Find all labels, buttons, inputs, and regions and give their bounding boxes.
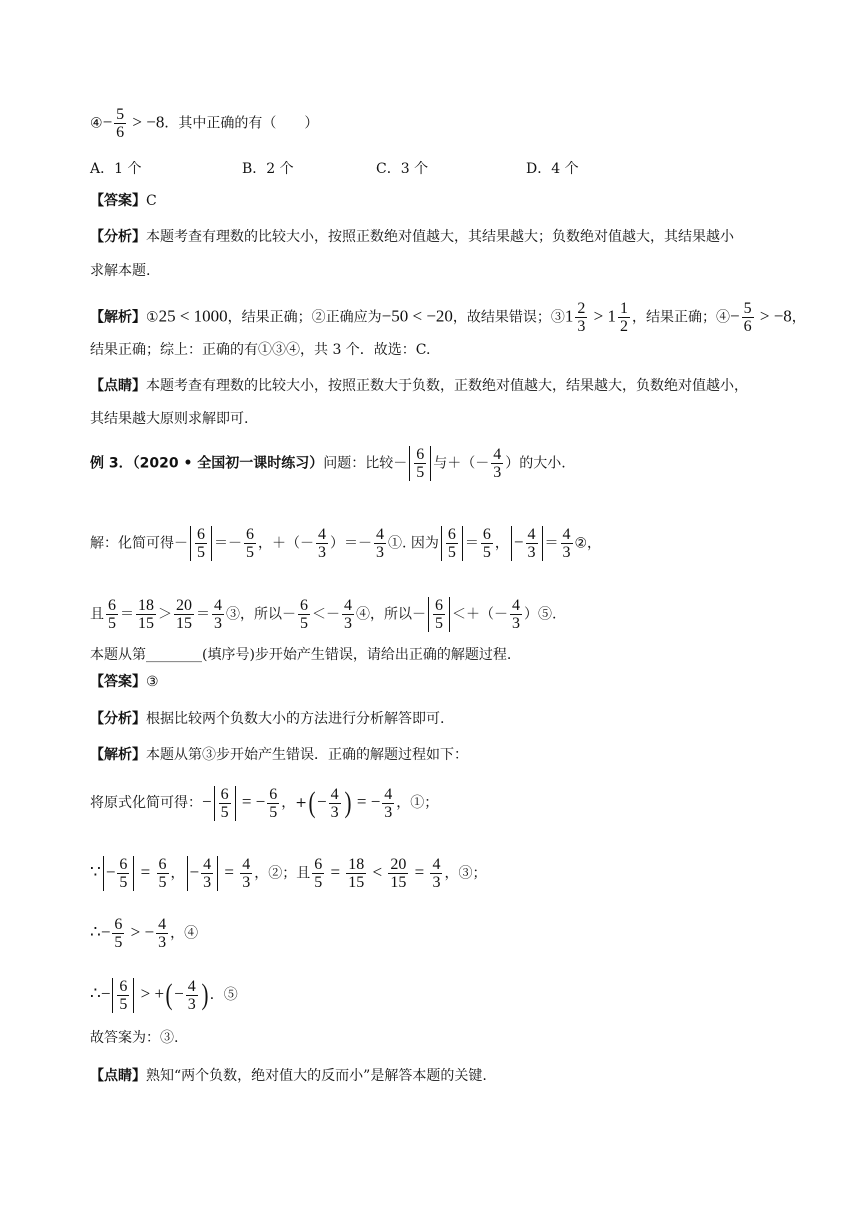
fraction: $\frac{2}{3}$ <box>577 300 586 335</box>
fraction: $\frac{6}{5}$ <box>220 785 229 821</box>
option-c: C．3 个 <box>376 161 429 177</box>
solution-line-1: 解：化简可得－ $\frac{6}{5}$ ＝－ $\frac{6}{5}$ ，＋（－ $\frac{4}{3}$ ）＝－ $\frac{4}{3}$ ①. 因为 $\frac{6}{5}$ ＝ $\frac{6}{5}$ ， − $\frac{4}{3}$ ＝ $\frac{4}{3}$ ②， <box>90 526 602 561</box>
option-d: D．4 个 <box>526 161 579 177</box>
fraction: $\frac{5}{6}$ <box>743 300 752 335</box>
absolute-value: − $\frac{4}{3}$ <box>511 526 543 561</box>
fraction: $\frac{6}{5}$ <box>435 597 443 632</box>
step-4: ∴− $\frac{6}{5}$ > +(− $\frac{4}{3}$ ) ．⑤ <box>90 977 238 1013</box>
ex3-analysis: 【分析】根据比较两个负数大小的方法进行分析解答即可. <box>90 711 445 727</box>
fraction: $\frac{6}{5}$ <box>114 916 123 951</box>
step-3: ∴− $\frac{6}{5}$ > − $\frac{4}{3}$ ，④ <box>90 916 199 951</box>
fraction: $\frac{6}{5}$ <box>416 446 425 481</box>
ex3-comment: 【点睛】熟知“两个负数，绝对值大的反而小”是解答本题的关键. <box>90 1068 487 1084</box>
fraction: $\frac{6}{5}$ <box>300 597 308 632</box>
absolute-value <box>409 446 431 481</box>
example-3-title: 例 3．（2020 • 全国初一课时练习）问题：比较－ $\frac{6}{5}$ 与＋（－ $\frac{4}{3}$ ）的大小. <box>90 446 566 481</box>
fraction: $\frac{4}{3}$ <box>376 526 384 561</box>
q2-analysis-cont: 求解本题. <box>90 263 151 279</box>
fraction: $\frac{6}{5}$ <box>197 526 205 561</box>
ex3-answer: 【答案】③ <box>90 674 159 690</box>
q2-answer: 【答案】C <box>90 193 157 209</box>
fraction: $\frac{20}{15}$ <box>176 597 192 632</box>
fraction: $\frac{4}{3}$ <box>512 597 520 632</box>
fraction: $\frac{6}{5}$ <box>108 597 116 632</box>
absolute-value <box>441 526 463 561</box>
step-1: 将原式化简可得：− $\frac{6}{5}$ = − $\frac{6}{5}$ ，+(− $\frac{4}{3}$ ) = − $\frac{4}{3}$ ，①； <box>90 785 439 821</box>
fraction: $\frac{20}{15}$ <box>390 856 407 891</box>
fraction: $\frac{4}{3}$ <box>214 597 222 632</box>
step-2: ∵ − $\frac{6}{5}$ = $\frac{6}{5}$ ， − $\frac{4}{3}$ = $\frac{4}{3}$ ，②；且 $\frac{6}{5}$ = $\frac{18}{15}$ < $\frac{20}{15}$ = $\frac{4}{3}$ ，③； <box>90 856 487 891</box>
fill-blank-prompt: 本题从第________(填序号)步开始产生错误，请给出正确的解题过程. <box>90 647 512 663</box>
fraction: $\frac{6}{5}$ <box>119 856 128 891</box>
fraction: $\frac{6}{5}$ <box>447 526 456 561</box>
question-item-4: ④− $\frac{5}{6}$ > −8．其中正确的有（ ） <box>90 106 319 141</box>
ex3-solution: 【解析】本题从第③步开始产生错误．正确的解题过程如下： <box>90 747 468 763</box>
fraction: $\frac{4}{3}$ <box>242 856 251 891</box>
q2-solution: 【解析】①25 < 1000，结果正确；②正确应为−50 < −20，故结果错误；③1 $\frac{2}{3}$ > 1 $\frac{1}{2}$ ，结果正确；④− $\frac{5}{6}$ > −8， <box>90 300 806 335</box>
fraction: $\frac{18}{15}$ <box>138 597 154 632</box>
fraction: $\frac{18}{15}$ <box>348 856 365 891</box>
fraction: $\frac{6}{5}$ <box>482 526 491 561</box>
absolute-value <box>190 526 212 561</box>
q2-analysis: 【分析】本题考查有理数的比较大小，按照正数绝对值越大，其结果越大；负数绝对值越大，其结果越小 <box>90 229 734 245</box>
conclusion: 故答案为：③. <box>90 1030 179 1046</box>
absolute-value: − $\frac{6}{5}$ <box>103 856 135 891</box>
absolute-value <box>214 786 236 821</box>
option-a: A．1 个 <box>90 161 142 177</box>
absolute-value <box>112 978 134 1013</box>
fraction: $\frac{4}{3}$ <box>527 526 536 561</box>
fraction: $\frac{6}{5}$ <box>314 856 323 891</box>
fraction: $\frac{6}{5}$ <box>119 977 128 1013</box>
fraction: $\frac{4}{3}$ <box>384 785 393 821</box>
fraction: $\frac{4}{3}$ <box>318 526 326 561</box>
fraction: $\frac{4}{3}$ <box>432 856 441 891</box>
q2-comment: 【点睛】本题考查有理数的比较大小，按照正数大于负数，正数绝对值越大，结果越大，负数绝对值越小， <box>90 378 748 394</box>
fraction: $\frac{1}{2}$ <box>620 300 629 335</box>
solution-line-2: 且 $\frac{6}{5}$ ＝ $\frac{18}{15}$ ＞ $\frac{20}{15}$ ＝ $\frac{4}{3}$ ③，所以－ $\frac{6}{5}$ ＜－ $\frac{4}{3}$ ④，所以－ $\frac{6}{5}$ ＜＋（－ $\frac{4}{3}$ ）⑤. <box>90 597 557 632</box>
fraction: $\frac{4}{3}$ <box>344 597 352 632</box>
fraction: $\frac{4}{3}$ <box>562 526 571 561</box>
fraction: $\frac{6}{5}$ <box>269 785 278 821</box>
fraction: $\frac{4}{3}$ <box>330 785 339 821</box>
fraction: $\frac{6}{5}$ <box>158 856 167 891</box>
fraction: $\frac{5}{6}$ <box>116 106 125 141</box>
fraction: $\frac{6}{5}$ <box>246 526 254 561</box>
fraction: $\frac{4}{3}$ <box>187 977 196 1013</box>
absolute-value: − $\frac{4}{3}$ <box>187 856 219 891</box>
fraction: $\frac{4}{3}$ <box>158 916 167 951</box>
fraction: $\frac{4}{3}$ <box>203 856 212 891</box>
fraction: $\frac{4}{3}$ <box>493 446 502 481</box>
q2-comment-cont: 其结果越大原则求解即可. <box>90 411 249 427</box>
option-b: B．2 个 <box>242 161 294 177</box>
absolute-value <box>428 597 450 632</box>
q2-solution-cont: 结果正确；综上：正确的有①③④，共 3 个．故选：C. <box>90 342 431 358</box>
